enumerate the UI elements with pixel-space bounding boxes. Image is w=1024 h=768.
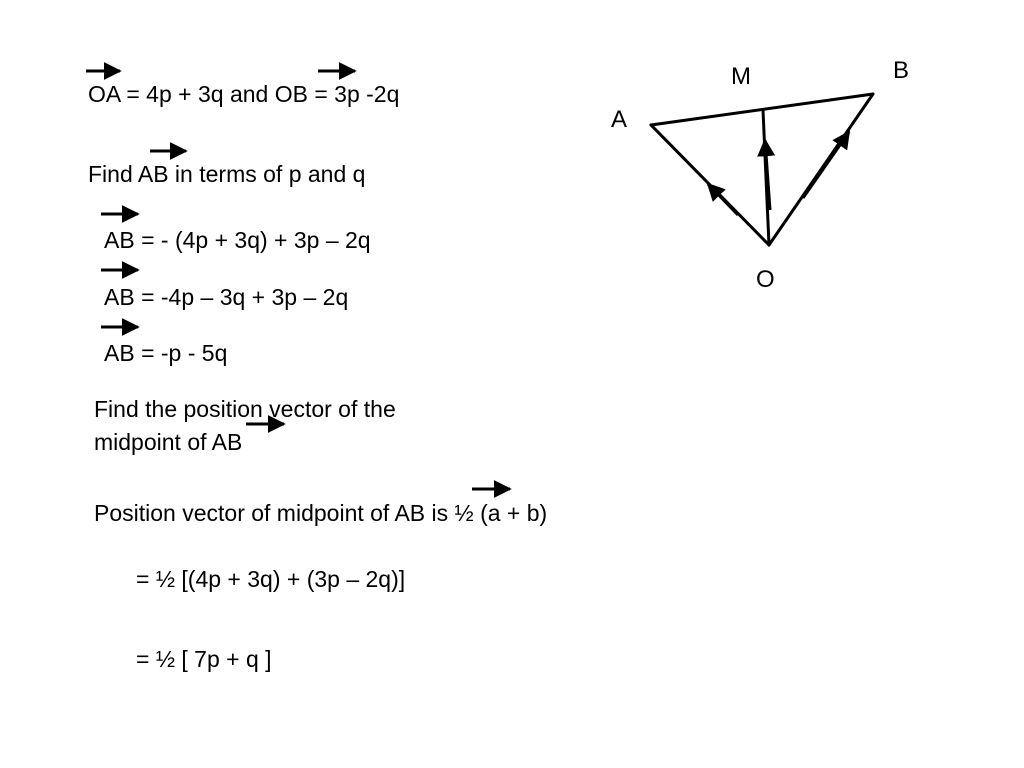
given-vectors: OA = 4p + 3q and OB = 3p -2q bbox=[88, 81, 400, 107]
task-midpoint-line1: Find the position vector of the bbox=[94, 396, 396, 422]
task-find-ab: Find AB in terms of p and q bbox=[88, 161, 366, 187]
step-3: AB = -p - 5q bbox=[104, 340, 228, 366]
task-midpoint-line2: midpoint of AB bbox=[94, 429, 243, 455]
direction-arrow-ob bbox=[803, 132, 849, 198]
label-o: O bbox=[756, 266, 775, 293]
segment-ob bbox=[769, 94, 873, 245]
label-a: A bbox=[611, 106, 628, 133]
midpoint-formula: Position vector of midpoint of AB is ½ (a + b) bbox=[94, 500, 548, 526]
step-1: AB = - (4p + 3q) + 3p – 2q bbox=[104, 227, 371, 253]
substitution: = ½ [(4p + 3q) + (3p – 2q)] bbox=[136, 566, 406, 592]
label-m: M bbox=[731, 63, 751, 90]
step-2: AB = -4p – 3q + 3p – 2q bbox=[104, 284, 349, 310]
direction-arrow-oa bbox=[708, 184, 738, 215]
label-b: B bbox=[893, 57, 910, 84]
result: = ½ [ 7p + q ] bbox=[136, 646, 272, 672]
